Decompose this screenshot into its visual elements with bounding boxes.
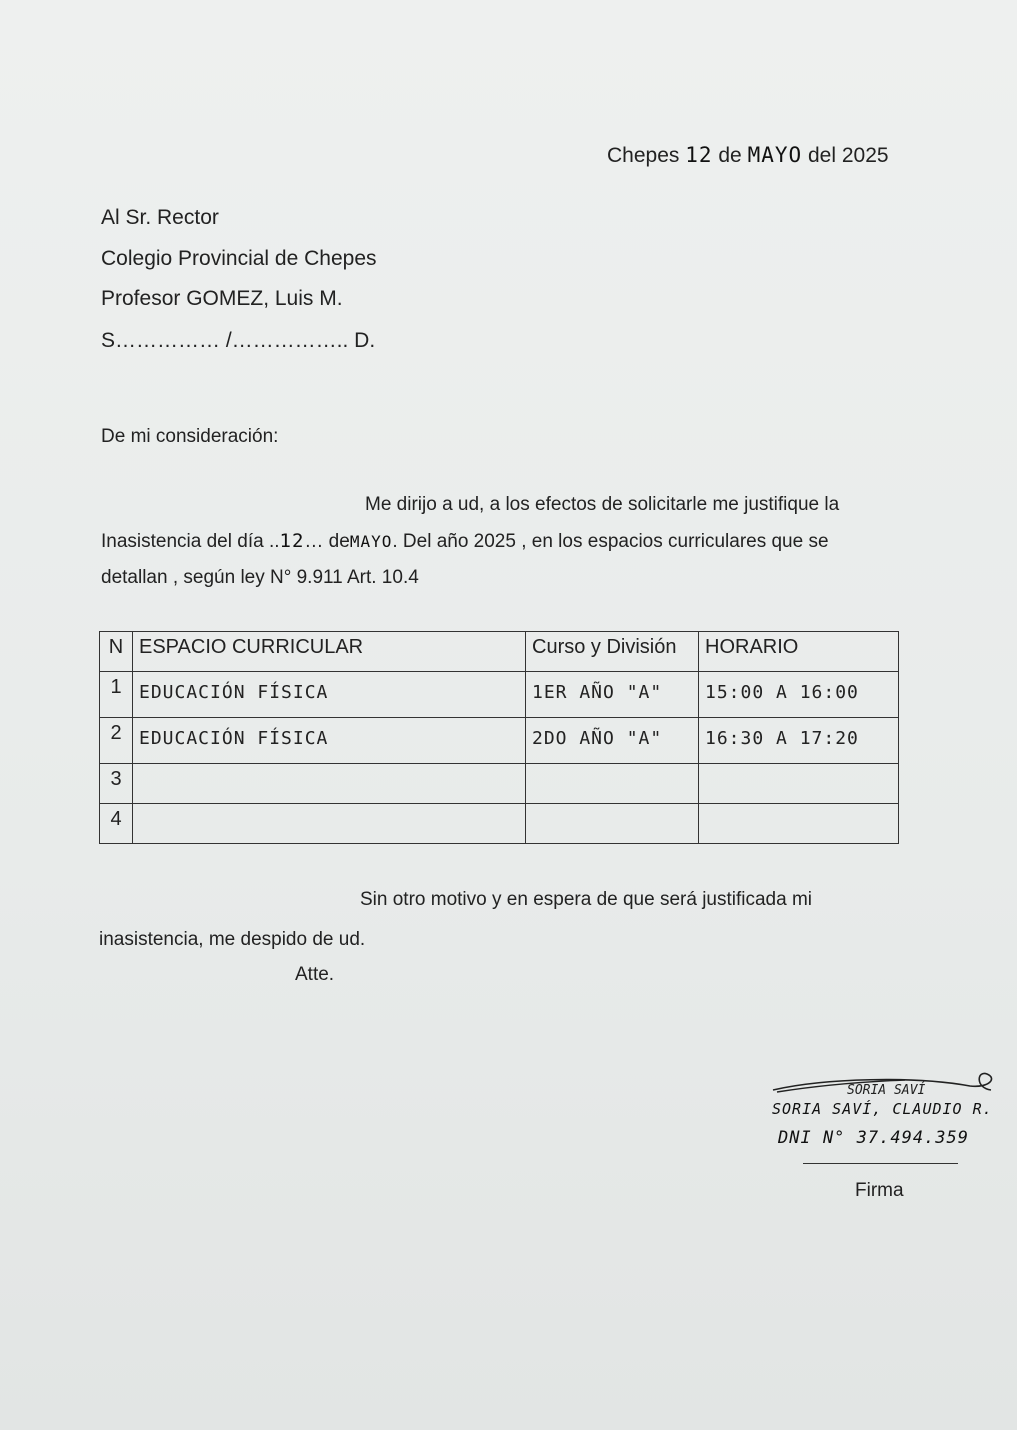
recipient-line-4: S…………… /…………….. D. [101, 329, 376, 352]
date-de: de [718, 144, 742, 167]
col-header-horario: HORARIO [699, 632, 899, 672]
row-curso [526, 764, 699, 804]
col-header-curso: Curso y División [526, 632, 699, 672]
row-curso [526, 804, 699, 844]
date-suffix: del 2025 [808, 144, 889, 167]
table-row [100, 672, 899, 718]
date-day: 12 [685, 143, 713, 167]
row-espacio: EDUCACIÓN FÍSICA [133, 672, 526, 718]
row-number: 2 [100, 718, 133, 764]
signer-dni: DNI N° 37.494.359 [778, 1128, 969, 1148]
recipient-line-1: Al Sr. Rector [101, 206, 219, 229]
row-number: 1 [100, 672, 133, 718]
closing-atte: Atte. [295, 964, 335, 985]
row-espacio: EDUCACIÓN FÍSICA [133, 718, 526, 764]
col-header-n: N [100, 632, 133, 672]
firma-label: Firma [855, 1180, 904, 1201]
date-prefix: Chepes [607, 144, 680, 167]
recipient-line-2: Colegio Provincial de Chepes [101, 247, 377, 270]
table-row [100, 764, 899, 804]
body-line-3: detallan , según ley N° 9.911 Art. 10.4 [101, 567, 419, 588]
date-line [607, 143, 889, 168]
body-line-2-a: Inasistencia del día .. [101, 531, 280, 552]
row-number: 4 [100, 804, 133, 844]
row-horario [699, 804, 899, 844]
table-row [100, 718, 899, 764]
col-header-espacio: ESPACIO CURRICULAR [133, 632, 526, 672]
row-curso: 2DO AÑO "A" [526, 718, 699, 764]
body-day: 12 [279, 530, 305, 552]
table-row [100, 804, 899, 844]
row-number: 3 [100, 764, 133, 804]
greeting: De mi consideración: [101, 426, 279, 447]
signature-scribble-text: SORIA SAVÍ [847, 1083, 926, 1098]
row-espacio [133, 764, 526, 804]
curricular-table [99, 631, 899, 844]
row-horario: 16:30 A 17:20 [699, 718, 899, 764]
body-line-2-c: . Del año 2025 , en los espacios curriculares que se [392, 531, 829, 552]
row-curso: 1ER AÑO "A" [526, 672, 699, 718]
body-line-2-b: … de [304, 531, 350, 552]
row-horario [699, 764, 899, 804]
date-month: MAYO [747, 143, 803, 167]
body-month: MAYO [349, 532, 393, 551]
signature-line [803, 1163, 958, 1164]
row-espacio [133, 804, 526, 844]
row-horario: 15:00 A 16:00 [699, 672, 899, 718]
closing-line-1: Sin otro motivo y en espera de que será justificada mi [360, 889, 813, 910]
signer-name: SORIA SAVÍ, CLAUDIO R. [772, 1100, 993, 1118]
table-header-row [100, 632, 899, 672]
body-line-2 [101, 530, 829, 553]
body-line-1: Me dirijo a ud, a los efectos de solicitarle me justifique la [365, 494, 840, 515]
recipient-line-3: Profesor GOMEZ, Luis M. [101, 287, 343, 310]
closing-line-2: inasistencia, me despido de ud. [99, 929, 366, 950]
